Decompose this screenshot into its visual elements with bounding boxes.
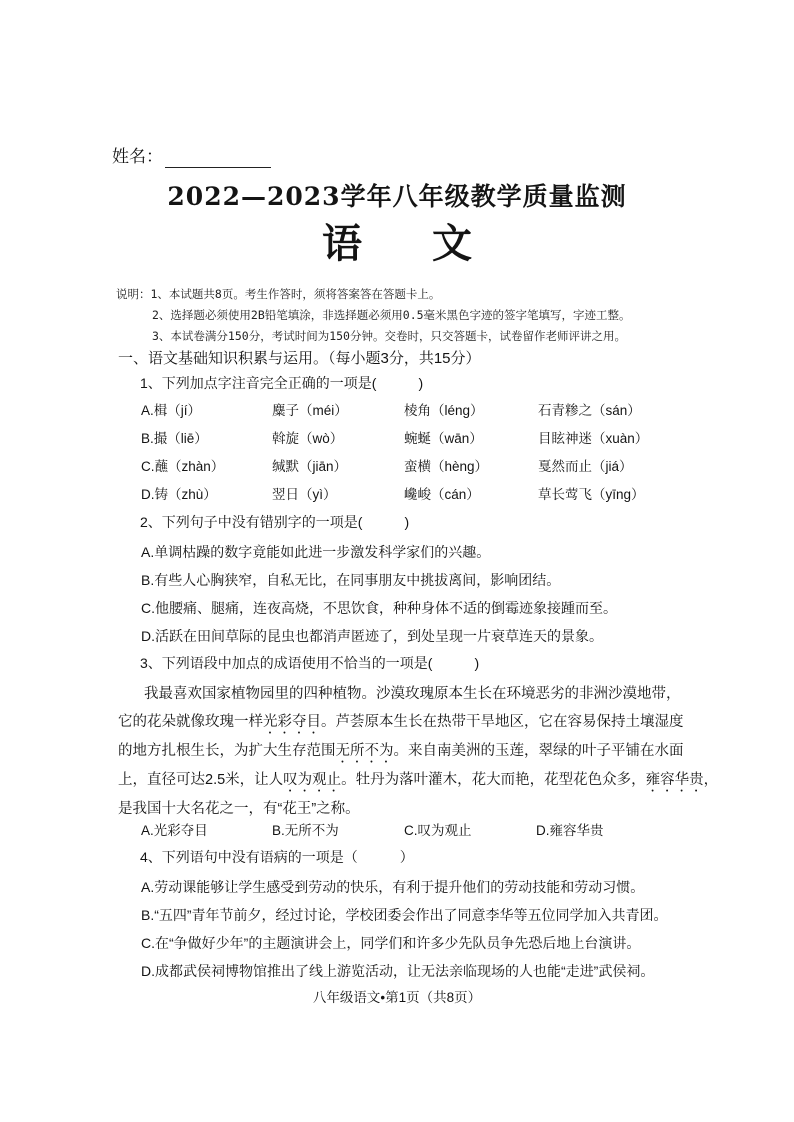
q3-passage <box>118 680 719 823</box>
q1-option-row-b <box>141 427 681 451</box>
q2-option-a: A.单调枯躁的数字竟能如此进一步激发科学家们的兴趣。 <box>141 544 491 560</box>
q1-b-4: 目眩神迷（xuàn） <box>538 431 649 446</box>
q2-stem: 2、下列句子中没有错别字的一项是( ) <box>140 514 410 530</box>
q3-option-c: C.叹为观止 <box>404 823 472 838</box>
passage-text: 的地方扎根生长，为扩大生存范围 <box>118 743 336 759</box>
q1-d-1: D.铸（zhù） <box>141 487 217 502</box>
instructions <box>116 284 631 347</box>
subject-title: 语文 <box>322 220 542 267</box>
passage-text: ， <box>703 772 719 788</box>
idiom-yongronghuagui: 雍容华贵 <box>645 772 704 788</box>
instruction-3: 3、本试卷满分150分，考试时间为150分钟。交卷时，只交答题卡，试卷留作老师评讲之用。 <box>152 329 626 343</box>
instruction-1: 说明：1、本试题共8页。考生作答时，须将答案答在答题卡上。 <box>116 287 441 301</box>
name-field <box>112 146 271 168</box>
passage-line-3 <box>118 737 698 766</box>
q3-stem: 3、下列语段中加点的成语使用不恰当的一项是( ) <box>140 655 480 671</box>
q1-c-2: 缄默（jiān） <box>272 459 348 474</box>
q1-c-3: 蛮横（hèng） <box>404 459 489 474</box>
q4-option-a: A.劳动课能够让学生感受到劳动的快乐，有利于提升他们的劳动技能和劳动习惯。 <box>141 879 645 895</box>
q1-b-2: 斡旋（wò） <box>272 431 344 446</box>
q3-option-b: B.无所不为 <box>272 823 339 838</box>
q1-option-row-a <box>141 399 681 423</box>
passage-text: 。芦荟原本生长在热带干旱地区，它在容易保持土壤湿度 <box>321 714 684 730</box>
q1-stem: 1、下列加点字注音完全正确的一项是( ) <box>140 375 424 391</box>
idiom-guangcaiduomu: 光彩夺目 <box>263 714 321 730</box>
page-footer: 八年级语文•第1页（共8页） <box>312 990 482 1005</box>
q1-a-2: 麋子（méi） <box>272 403 348 418</box>
q4-stem: 4、下列语句中没有语病的一项是（ ） <box>140 849 414 865</box>
q2-option-c: C.他腰痛、腿痛，连夜高烧，不思饮食，种种身体不适的倒霉迹象接踵而至。 <box>141 600 617 616</box>
q1-c-1: C.蘸（zhàn） <box>141 459 225 474</box>
passage-text: 。来自南美洲的玉莲，翠绿的叶子平铺在水面 <box>393 743 684 759</box>
passage-line-1 <box>118 680 698 708</box>
passage-text: 我最喜欢国家植物园里的四种植物。沙漠玫瑰原本生长在环境恶劣的非洲沙漠地带， <box>144 686 681 702</box>
idiom-tanweiguanzhi: 叹为观止 <box>283 772 342 788</box>
q1-b-1: B.撮（liē） <box>141 431 208 446</box>
q4-option-c: C.在“争做好少年”的主题演讲会上，同学们和许多少先队员争先恐后地上台演讲。 <box>141 935 641 951</box>
passage-text: 它的花朵就像玫瑰一样 <box>118 714 263 730</box>
name-blank-line <box>165 151 271 168</box>
passage-line-4 <box>118 766 719 795</box>
q2-option-b: B.有些人心胸狭窄，自私无比，在同事朋友中挑拔离间，影响团结。 <box>141 572 561 588</box>
q4-option-d: D.成都武侯祠博物馆推出了线上游览活动，让无法亲临现场的人也能“走进”武侯祠。 <box>141 963 655 979</box>
q1-b-3: 蜿蜒（wān） <box>404 431 483 446</box>
q3-options <box>141 819 681 843</box>
q3-option-d: D.雍容华贵 <box>536 823 604 838</box>
q3-option-a: A.光彩夺目 <box>141 823 208 838</box>
q1-option-row-c <box>141 455 681 479</box>
q1-d-4: 草长莺飞（yīng） <box>538 487 645 502</box>
q1-d-2: 翌日（yì） <box>272 487 337 502</box>
q1-a-3: 棱角（léng） <box>404 403 484 418</box>
idiom-wusuobuwei: 无所不为 <box>335 743 394 759</box>
q2-option-d: D.活跃在田间草际的昆虫也都消声匿迹了，到处呈现一片衰草连天的景象。 <box>141 628 603 644</box>
passage-line-2 <box>118 708 698 737</box>
q1-option-row-d <box>141 483 681 507</box>
q4-option-b: B.“五四”青年节前夕，经过讨论，学校团委会作出了同意李华等五位同学加入共青团。 <box>141 907 668 923</box>
instruction-2: 2、选择题必须使用2B铅笔填涂，非选择题必须用0.5毫米黑色字迹的签字笔填写，字迹工整。 <box>152 308 631 322</box>
name-label: 姓名： <box>112 147 163 167</box>
section-1-title: 一、语文基础知识积累与运用。（每小题3分，共15分） <box>118 350 481 367</box>
q1-a-4: 石青糁之（sán） <box>538 403 641 418</box>
passage-text: 是我国十大名花之一，有“花王”之称。 <box>118 801 360 817</box>
q1-c-4: 戛然而止（jiá） <box>538 459 633 474</box>
passage-text: 。牡丹为落叶灌木，花大而艳，花型花色众多， <box>341 772 646 788</box>
q1-d-3: 巉峻（cán） <box>404 487 480 502</box>
q1-a-1: A.楫（jí） <box>141 403 202 418</box>
exam-title: 2022—2023学年八年级教学质量监测 <box>167 182 627 211</box>
passage-text: 上，直径可达2.5米，让人 <box>118 772 284 788</box>
